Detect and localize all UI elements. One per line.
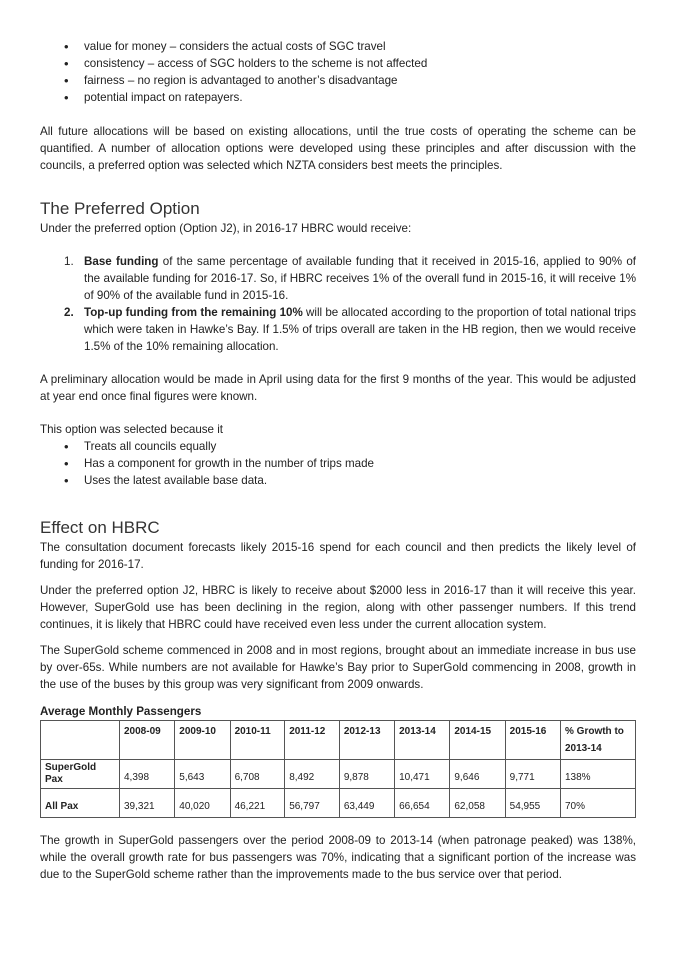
table-cell: 6,708 <box>230 760 285 789</box>
paragraph: Under the preferred option J2, HBRC is likely to receive about $2000 less in 2016-17 than it will receive this year. However, SuperGold use has been declining in the region, along with other passenger numbers. If this trend continues, it is likely that HBRC could have received even less under the current allocation system. <box>40 584 636 631</box>
list-item: • Treats all councils equally <box>64 438 636 455</box>
reasons-lead: This option was selected because it <box>40 423 224 436</box>
table-cell: 40,020 <box>175 789 230 818</box>
table-header-cell: 2009-10 <box>175 721 230 760</box>
table-header-cell <box>41 721 120 760</box>
preliminary-allocation-paragraph: A preliminary allocation would be made in April using data for the first 9 months of the year. This would be adjusted at year end once final figures were known. <box>40 373 636 403</box>
closing-paragraph: The growth in SuperGold passengers over the period 2008-09 to 2013-14 (when patronage peaked) was 138%, while the overall growth rate for bus passengers was 70%, indicating that a significant portion of the increase was due to the SuperGold scheme rather than the improvements made to the bus service over that period. <box>40 834 636 881</box>
table-cell: 56,797 <box>285 789 340 818</box>
table-cell: 9,646 <box>450 760 505 789</box>
list-item-bold: Top-up funding from the remaining 10% <box>84 306 303 319</box>
list-number: 2. <box>64 306 74 319</box>
list-item: • fairness – no region is advantaged to another’s disadvantage <box>64 72 636 89</box>
table-header-cell: 2015-16 <box>505 721 560 760</box>
intro-paragraph: All future allocations will be based on existing allocations, until the true costs of operating the scheme can be quantified. A number of allocation options were developed using these principles and after discussion with the councils, a preferred option was selected which NZTA considers best meets the principles. <box>40 125 636 172</box>
paragraph: The consultation document forecasts likely 2015-16 spend for each council and then predicts the likely level of funding for 2016-17. <box>40 541 636 571</box>
section-heading-preferred-option: The Preferred Option <box>40 199 200 218</box>
table-cell: 5,643 <box>175 760 230 789</box>
table-header-cell: 2014-15 <box>450 721 505 760</box>
list-item-text: of the same percentage of available funding that it received in 2015-16, applied to 90% of the available funding for 2016-17. So, if HBRC receives 1% of the overall fund in 2015-16, it will receive 1% of 90% of the available fund in 2015-16. <box>84 255 637 302</box>
list-item-text: will be allocated according to the proportion of total national trips which were taken in Hawke’s Bay. If 1.5% of trips overall are taken in the HB region, then we would receive 1.5% of the 10% remaining allocation. <box>84 306 636 353</box>
table-cell: 66,654 <box>395 789 450 818</box>
table-header-row <box>41 721 636 760</box>
table-title: Average Monthly Passengers <box>40 705 202 718</box>
table-header-cell: 2011-12 <box>285 721 340 760</box>
list-number: 1. <box>64 255 74 268</box>
table-cell: 9,771 <box>505 760 560 789</box>
table-header-cell: 2012-13 <box>339 721 394 760</box>
list-item: • value for money – considers the actual costs of SGC travel <box>64 38 636 55</box>
list-item <box>64 304 636 355</box>
table-cell: 39,321 <box>120 789 175 818</box>
table-row-label: SuperGold Pax <box>41 760 120 789</box>
passengers-table <box>40 720 636 818</box>
document-page <box>40 38 636 883</box>
list-item: • Has a component for growth in the number of trips made <box>64 455 636 472</box>
preferred-option-lead: Under the preferred option (Option J2), in 2016-17 HBRC would receive: <box>40 222 412 235</box>
funding-list <box>40 253 636 355</box>
table-row-label: All Pax <box>41 789 120 818</box>
table-row <box>41 789 636 818</box>
table-cell: 138% <box>561 760 636 789</box>
principles-list <box>40 38 636 106</box>
list-item <box>64 253 636 304</box>
table-header-cell: 2013-14 <box>395 721 450 760</box>
paragraph: The SuperGold scheme commenced in 2008 and in most regions, brought about an immediate increase in bus use by over-65s. While numbers are not available for Hawke’s Bay prior to SuperGold commencing in 2008, growth in the use of the buses by this group was very significant from 2009 onwards. <box>40 644 636 691</box>
section-heading-effect-on-hbrc: Effect on HBRC <box>40 518 160 537</box>
table-cell: 9,878 <box>339 760 394 789</box>
table-cell: 10,471 <box>395 760 450 789</box>
table-header-cell: 2008-09 <box>120 721 175 760</box>
table-header-cell: % Growth to 2013-14 <box>561 721 636 760</box>
table-header-cell: 2010-11 <box>230 721 285 760</box>
table-row <box>41 760 636 789</box>
list-item: • consistency – access of SGC holders to the scheme is not affected <box>64 55 636 72</box>
list-item: • potential impact on ratepayers. <box>64 89 636 106</box>
table-cell: 8,492 <box>285 760 340 789</box>
table-cell: 70% <box>561 789 636 818</box>
list-item: • Uses the latest available base data. <box>64 472 636 489</box>
table-cell: 54,955 <box>505 789 560 818</box>
list-item-bold: Base funding <box>84 255 159 268</box>
table-cell: 63,449 <box>339 789 394 818</box>
table-cell: 4,398 <box>120 760 175 789</box>
table-cell: 46,221 <box>230 789 285 818</box>
reasons-list <box>40 438 636 489</box>
table-cell: 62,058 <box>450 789 505 818</box>
